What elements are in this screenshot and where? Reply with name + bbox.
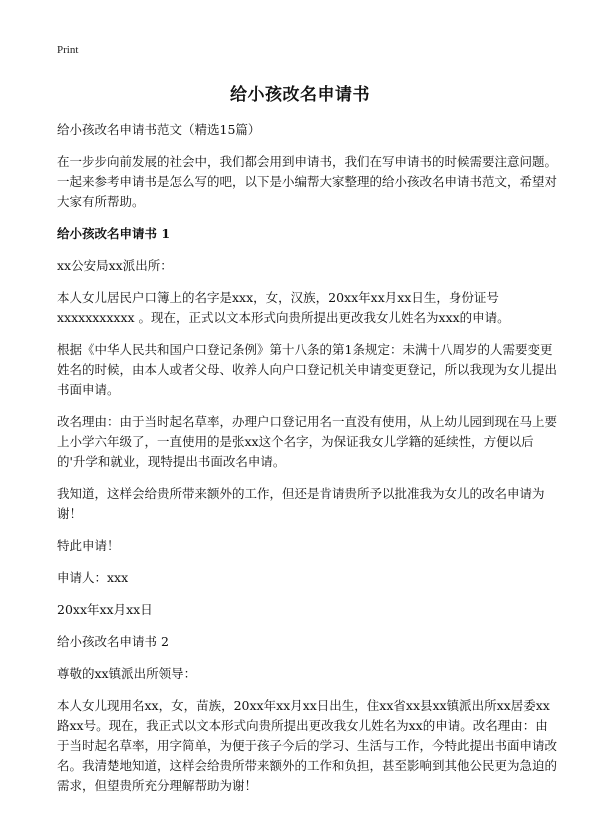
s1-date: 20xx年xx月xx日 (57, 602, 153, 617)
s1-applicant: 申请人：xxx (57, 570, 129, 585)
print-link[interactable]: Print (57, 44, 79, 56)
s1-paragraph-1: 本人女儿居民户口簿上的名字是xxx，女，汉族，20xx年xx月xx日生，身份证号xxxxxxxxxxx 。现在，正式以文本形式向贵所提出更改我女儿姓名为xxx的申请。 (57, 290, 510, 325)
s1-paragraph-3: 改名理由：由于当时起名草率，办理户口登记用名一直没有使用，从上幼儿园到现在马上要上小学六年级了，一直使用的是张xx这个名字，为保证我女儿学籍的延续性，方便以后的'升学和就业，现特提出书面改名申请。 (57, 414, 558, 469)
document-subtitle: 给小孩改名申请书范文（精选15篇） (57, 122, 261, 137)
page-title: 给小孩改名申请书 (230, 85, 370, 105)
section-title-1: 给小孩改名申请书 1 (57, 226, 171, 241)
document-body (57, 120, 557, 808)
section-title-2: 给小孩改名申请书 2 (57, 634, 169, 649)
s1-paragraph-4: 我知道，这样会给贵所带来额外的工作，但还是肯请贵所予以批准我为女儿的改名申请为谢！ (57, 486, 545, 521)
s1-closing: 特此申请！ (57, 538, 120, 553)
intro-paragraph: 在一步步向前发展的社会中，我们都会用到申请书，我们在写申请书的时候需要注意问题。一起来参考申请书是怎么写的吧，以下是小编帮大家整理的给小孩改名申请书范文，希望对大家有所帮助。 (57, 154, 558, 209)
s2-addressee: 尊敬的xx镇派出所领导： (57, 666, 197, 681)
s2-paragraph-1: 本人女儿现用名xx，女，苗族，20xx年xx月xx日出生，住xx省xx县xx镇派出所xx居委xx路xx号。现在，我正式以文本形式向贵所提出更改我女儿姓名为xx的申请。改名理由：由于当时起名草率，用字简单，为便于孩子今后的学习、生活与工作，今特此提出书面申请改名。我清楚地知道，这样会给贵所带来额外的工作和负担，甚至影响到其他公民更为急迫的需求，但望贵所充分理解帮助为谢！ (57, 698, 558, 793)
s1-paragraph-2: 根据《中华人民共和国户口登记条例》第十八条的第1条规定：未满十八周岁的人需要变更姓名的时候，由本人或者父母、收养人向户口登记机关申请变更登记，所以我现为女儿提出书面申请。 (57, 342, 558, 397)
s1-addressee: xx公安局xx派出所： (57, 258, 173, 273)
